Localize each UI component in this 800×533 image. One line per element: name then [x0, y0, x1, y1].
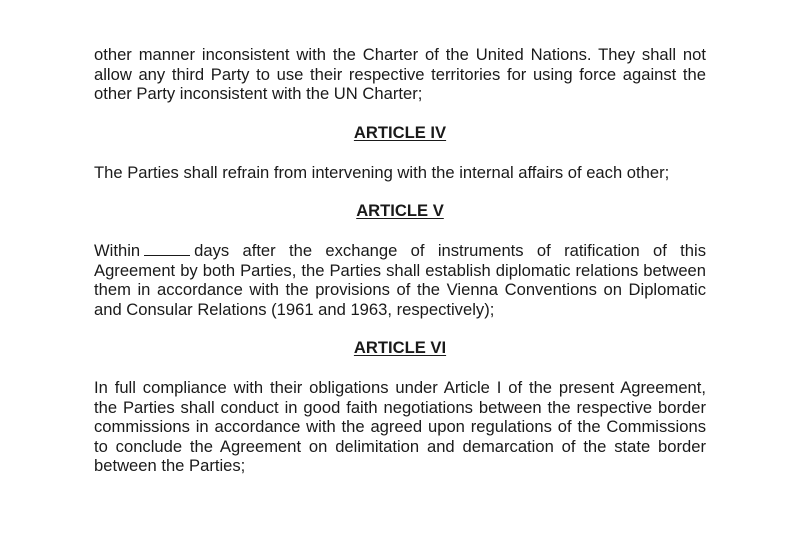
article-iv-text: The Parties shall refrain from intervening with the internal affairs of each other; — [94, 162, 670, 182]
document-page — [94, 45, 706, 476]
article-vi-heading: ARTICLE VI — [353, 338, 447, 357]
blank-days-field — [144, 241, 190, 256]
article-v-text-start: Within — [94, 241, 141, 260]
article-vi-text: In full compliance with their obligations under Article I of the present Agreement, the Parties shall conduct in good faith negotiations between the respective border commissions in accordance with the agreed upon regulations of the Commissions to conclude the Agreement on delimitation and demarcation of the state border between the Parties; — [94, 378, 706, 475]
paragraph-continued: other manner inconsistent with the Charter of the United Nations. They shall not allow any third Party to use their respective territories for using force against the other Party inconsistent with the UN Charter; — [94, 45, 706, 103]
article-v-text-rest: days after the exchange of instruments of ratification of this Agreement by both Parties, the Parties shall establish diplomatic relations between them in accordance with the provisions of the Vienna Conventions on Diplomatic and Consular Relations (1961 and 1963, respectively); — [94, 241, 706, 319]
article-v-heading: ARTICLE V — [356, 201, 444, 220]
article-v-text — [94, 241, 706, 319]
article-iv-heading: ARTICLE IV — [353, 122, 447, 142]
